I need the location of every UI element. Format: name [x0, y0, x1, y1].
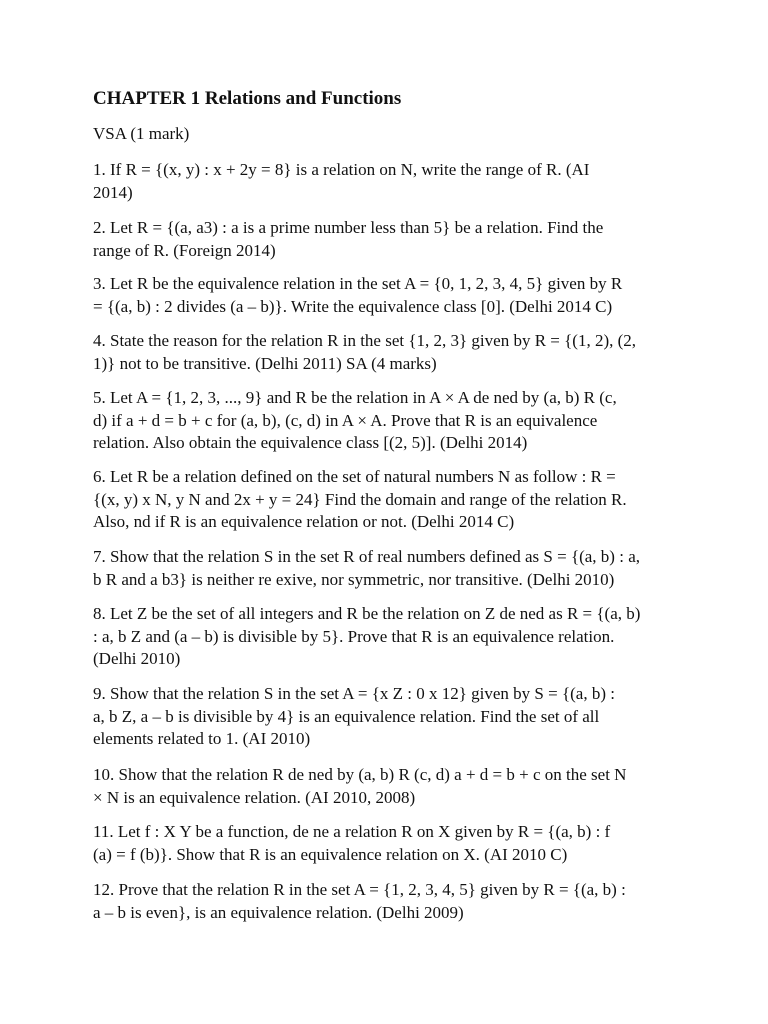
question-10 — [93, 764, 673, 809]
question-line: (Delhi 2010) — [93, 649, 181, 668]
question-3 — [93, 273, 673, 318]
question-line: elements related to 1. (AI 2010) — [93, 729, 311, 748]
question-line: {(x, y) x N, y N and 2x + y = 24} Find the domain and range of the relation R. — [93, 489, 627, 509]
question-8 — [93, 603, 673, 671]
question-6 — [93, 466, 673, 534]
question-line: a – b is even}, is an equivalence relation. (Delhi 2009) — [93, 902, 464, 922]
question-line: 2. Let R = {(a, a3) : a is a prime number less than 5} be a relation. Find the — [93, 218, 604, 237]
question-line: 3. Let R be the equivalence relation in the set A = {0, 1, 2, 3, 4, 5} given by R — [93, 274, 623, 293]
question-9 — [93, 683, 673, 751]
question-line: 10. Show that the relation R de ned by (a, b) R (c, d) a + d = b + c on the set N — [93, 765, 627, 784]
question-line: 5. Let A = {1, 2, 3, ..., 9} and R be the relation in A × A de ned by (a, b) R (c, — [93, 388, 617, 407]
question-2 — [93, 217, 673, 262]
question-line: 11. Let f : X Y be a function, de ne a relation R on X given by R = {(a, b) : f — [93, 822, 611, 841]
question-line: 1. If R = {(x, y) : x + 2y = 8} is a relation on N, write the range of R. (AI — [93, 160, 590, 179]
question-line: a, b Z, a – b is divisible by 4} is an equivalence relation. Find the set of all — [93, 706, 600, 726]
question-line: relation. Also obtain the equivalence class [(2, 5)]. (Delhi 2014) — [93, 433, 528, 452]
question-5 — [93, 387, 673, 455]
question-line: × N is an equivalence relation. (AI 2010, 2008) — [93, 787, 416, 807]
question-line: 8. Let Z be the set of all integers and R be the relation on Z de ned as R = {(a, b) — [93, 604, 641, 623]
question-line: 6. Let R be a relation defined on the set of natural numbers N as follow : R = — [93, 467, 616, 486]
question-line: 2014) — [93, 182, 133, 202]
question-line: b R and a b3} is neither re exive, nor symmetric, nor transitive. (Delhi 2010) — [93, 569, 615, 589]
question-line: (a) = f (b)}. Show that R is an equivalence relation on X. (AI 2010 C) — [93, 844, 568, 864]
question-line: = {(a, b) : 2 divides (a – b)}. Write the equivalence class [0]. (Delhi 2014 C) — [93, 296, 613, 316]
question-4 — [93, 330, 673, 375]
question-line: range of R. (Foreign 2014) — [93, 240, 276, 260]
question-line: 1)} not to be transitive. (Delhi 2011) SA (4 marks) — [93, 353, 437, 373]
question-line: 4. State the reason for the relation R in the set {1, 2, 3} given by R = {(1, 2), (2, — [93, 331, 637, 350]
section-heading: VSA (1 mark) — [93, 124, 190, 143]
question-line: 12. Prove that the relation R in the set A = {1, 2, 3, 4, 5} given by R = {(a, b) : — [93, 880, 626, 899]
question-line: Also, nd if R is an equivalence relation or not. (Delhi 2014 C) — [93, 512, 515, 531]
chapter-title: CHAPTER 1 Relations and Functions — [93, 88, 402, 109]
question-11 — [93, 821, 673, 866]
question-1 — [93, 159, 673, 204]
question-line: : a, b Z and (a – b) is divisible by 5}. Prove that R is an equivalence relation. — [93, 626, 615, 646]
question-12 — [93, 879, 673, 924]
question-line: 9. Show that the relation S in the set A = {x Z : 0 x 12} given by S = {(a, b) : — [93, 684, 615, 703]
question-line: d) if a + d = b + c for (a, b), (c, d) in A × A. Prove that R is an equivalence — [93, 410, 598, 430]
question-line: 7. Show that the relation S in the set R of real numbers defined as S = {(a, b) : a, — [93, 547, 640, 566]
question-7 — [93, 546, 673, 591]
